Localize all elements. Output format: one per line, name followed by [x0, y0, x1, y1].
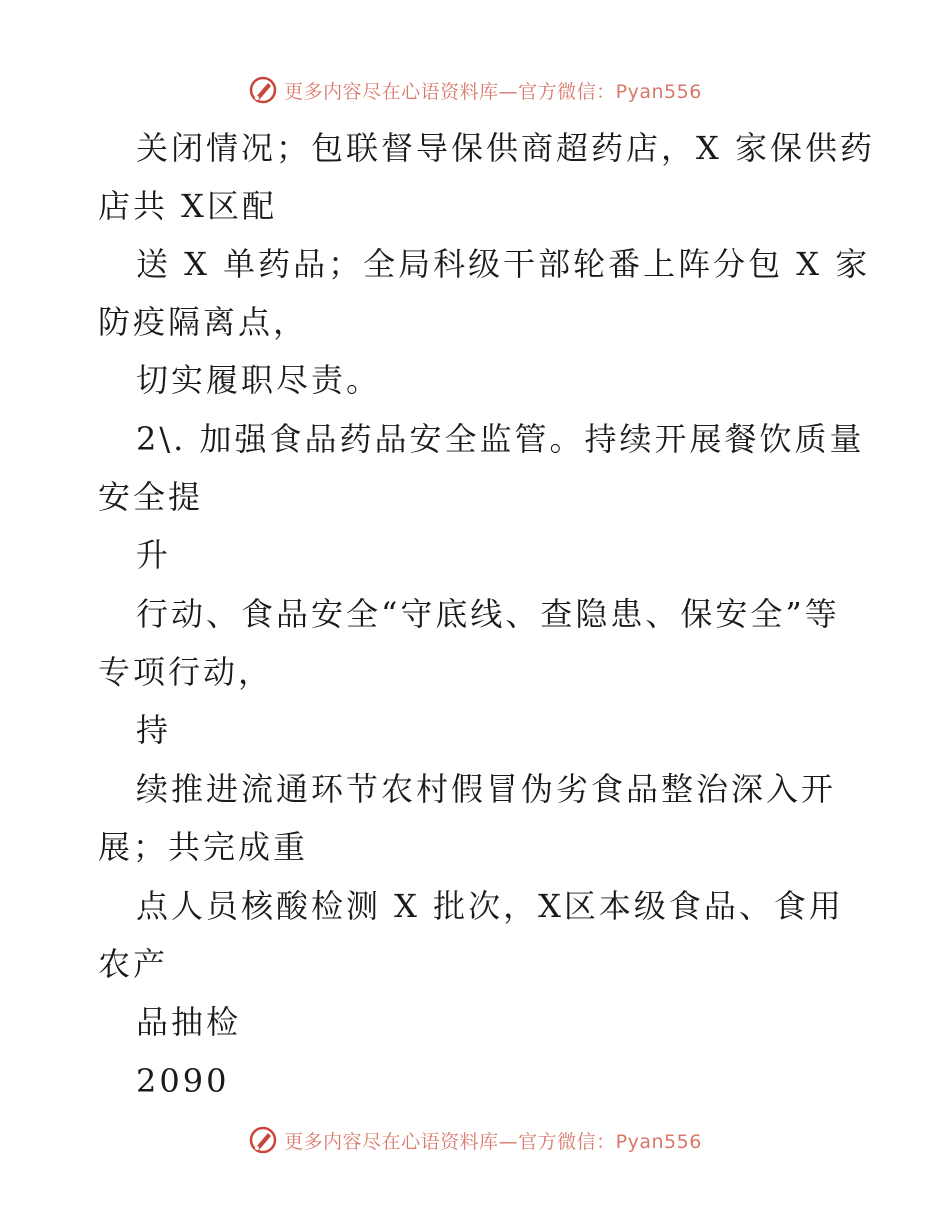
text-line: 安全提: [98, 478, 204, 516]
text-line: 展；共完成重: [98, 828, 309, 866]
watermark-footer: [0, 1120, 950, 1160]
text-line: 点人员核酸检测 X 批次，X区本级食品、食用: [136, 887, 844, 925]
text-line: 专项行动，: [98, 653, 274, 691]
watermark-text: 更多内容尽在心语资料库—官方微信：Pyan556: [284, 80, 702, 103]
text-line: 店共 X区配: [98, 187, 277, 225]
text-line: 品抽检: [136, 1003, 242, 1041]
text-line: 关闭情况；包联督导保供商超药店，X 家保供药: [136, 129, 875, 167]
text-line: 续推进流通环节农村假冒伪劣食品整治深入开: [136, 770, 837, 808]
text-line: 2\. 加强食品药品安全监管。持续开展餐饮质量: [136, 420, 865, 458]
text-line: 2090: [136, 1062, 230, 1100]
text-line: 农产: [98, 945, 169, 983]
text-line: 防疫隔离点，: [98, 303, 309, 341]
text-line: 送 X 单药品；全局科级干部轮番上阵分包 X 家: [136, 245, 871, 283]
text-line: 行动、食品安全“守底线、查隐患、保安全”等: [136, 595, 840, 633]
text-line: 升: [136, 536, 172, 574]
text-line: 切实履职尽责。: [136, 361, 382, 399]
pen-logo-icon: [248, 1125, 278, 1155]
watermark-text: 更多内容尽在心语资料库—官方微信：Pyan556: [284, 1130, 702, 1153]
text-line: 持: [136, 711, 172, 749]
